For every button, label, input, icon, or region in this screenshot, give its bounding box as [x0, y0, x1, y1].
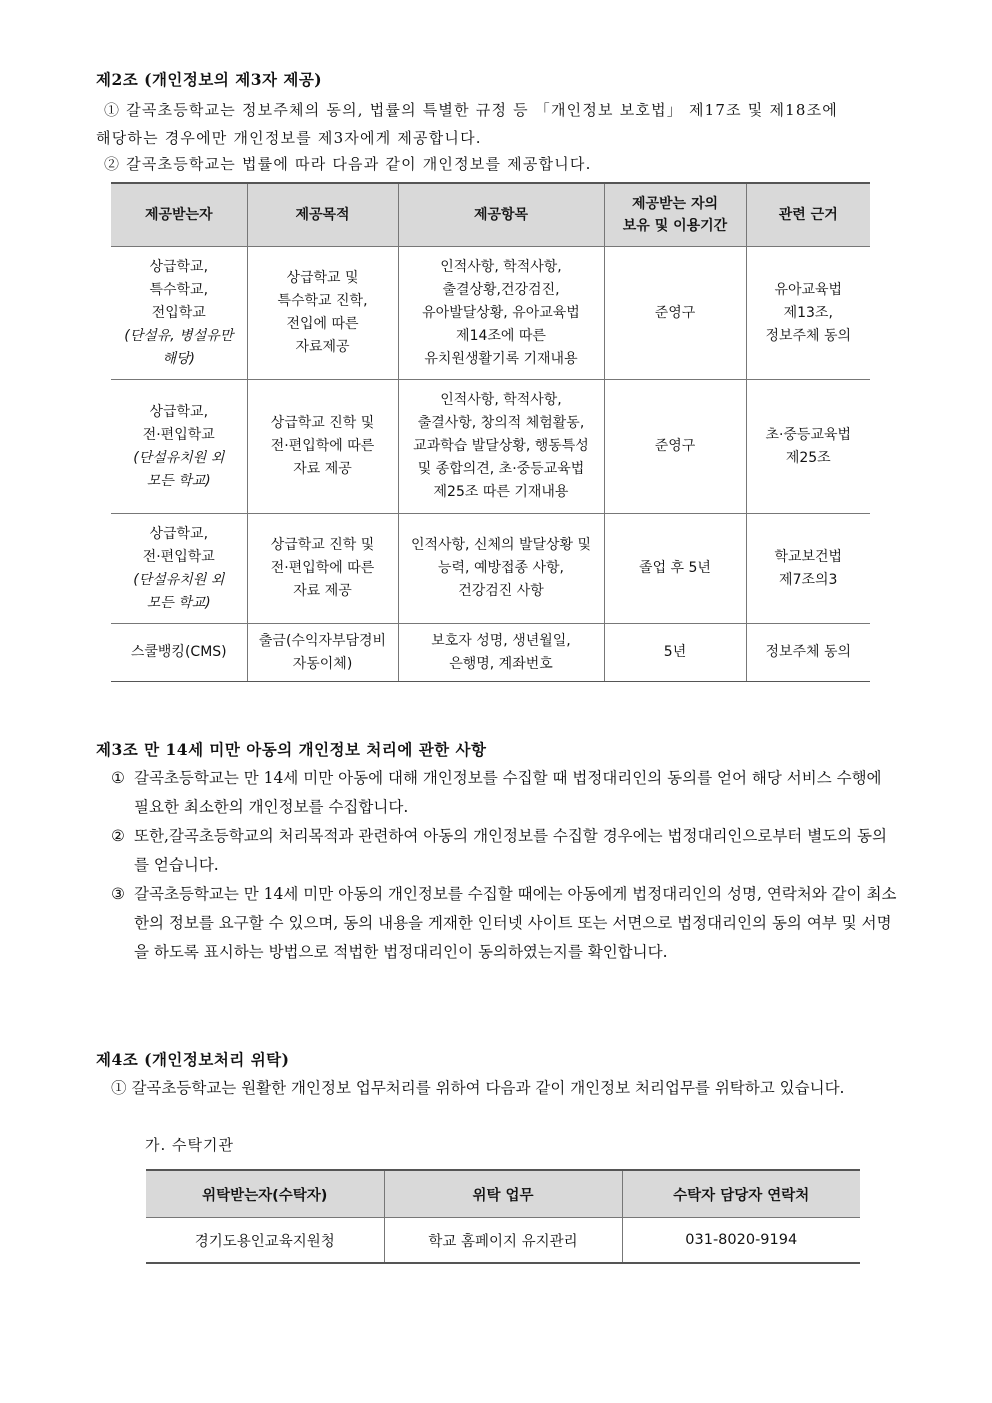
cell-items: 인적사항, 학적사항, 출결상황,건강검진, 유아발달상황, 유아교육법 제14조에 따른 유치원생활기록 기재내용	[398, 247, 604, 380]
provision-table-header	[111, 183, 870, 247]
header-task: 위탁 업무	[384, 1170, 622, 1218]
list-item	[111, 880, 901, 967]
header-trustee: 위탁받는자(수탁자)	[146, 1170, 384, 1218]
item-number: ①	[111, 1079, 127, 1097]
trustee-table-header	[146, 1170, 860, 1218]
cell-items: 인적사항, 신체의 발달상황 및 능력, 예방접종 사항, 건강검진 사항	[398, 514, 604, 624]
table-row	[111, 380, 870, 514]
cell-trustee: 경기도용인교육지원청	[146, 1218, 384, 1264]
cell-period: 졸업 후 5년	[604, 514, 746, 624]
header-items: 제공항목	[398, 183, 604, 247]
cell-contact: 031-8020-9194	[622, 1218, 860, 1264]
recipient-text: 상급학교, 전·편입학교	[142, 403, 215, 443]
cell-basis: 학교보건법 제7조의3	[746, 514, 870, 624]
article2-p1-line2: 해당하는 경우에만 개인정보를 제3자에게 제공합니다.	[96, 129, 482, 147]
article2-paragraph2: ② 갈곡초등학교는 법률에 따라 다음과 같이 개인정보를 제공합니다.	[104, 155, 592, 173]
item-number: ②	[111, 827, 125, 845]
list-item	[111, 764, 901, 822]
cell-basis: 유아교육법 제13조, 정보주체 동의	[746, 247, 870, 380]
header-contact: 수탁자 담당자 연락처	[622, 1170, 860, 1218]
cell-purpose: 상급학교 진학 및 전·편입학에 따른 자료 제공	[247, 380, 398, 514]
cell-period: 준영구	[604, 380, 746, 514]
recipient-note: (단설유치원 외 모든 학교)	[133, 449, 225, 489]
item-text: 갈곡초등학교는 만 14세 미만 아동에 대해 개인정보를 수집할 때 법정대리인의 동의를 얻어 해당 서비스 수행에 필요한 최소한의 개인정보를 수집합니다.	[134, 769, 882, 816]
cell-items: 보호자 성명, 생년월일, 은행명, 계좌번호	[398, 624, 604, 682]
item-text: 갈곡초등학교는 원활한 개인정보 업무처리를 위하여 다음과 같이 개인정보 처리업무를 위탁하고 있습니다.	[131, 1079, 845, 1097]
cell-recipient	[111, 514, 247, 624]
item-text: 또한,갈곡초등학교의 처리목적과 관련하여 아동의 개인정보를 수집할 경우에는 법정대리인으로부터 별도의 동의를 얻습니다.	[134, 827, 888, 874]
recipient-text: 상급학교, 특수학교, 전입학교	[149, 258, 209, 321]
article2-paragraph1	[96, 96, 904, 152]
article4-heading: 제4조 (개인정보처리 위탁)	[96, 1050, 290, 1069]
article2-heading: 제2조 (개인정보의 제3자 제공)	[96, 70, 323, 89]
article3-list	[111, 764, 901, 967]
item-number: ③	[111, 885, 125, 903]
cell-basis: 정보주체 동의	[746, 624, 870, 682]
cell-recipient	[111, 380, 247, 514]
cell-task: 학교 홈페이지 유지관리	[384, 1218, 622, 1264]
trustee-table	[146, 1169, 860, 1264]
provision-table	[111, 182, 870, 682]
cell-basis: 초·중등교육법 제25조	[746, 380, 870, 514]
cell-recipient	[111, 247, 247, 380]
table-row	[146, 1218, 860, 1264]
cell-period: 준영구	[604, 247, 746, 380]
header-purpose: 제공목적	[247, 183, 398, 247]
header-basis: 관련 근거	[746, 183, 870, 247]
article2-p1-line1: ① 갈곡초등학교는 정보주체의 동의, 법률의 특별한 규정 등 「개인정보 보호법」 제17조 및 제18조에	[104, 101, 839, 119]
cell-items: 인적사항, 학적사항, 출결사항, 창의적 체험활동, 교과학습 발달상황, 행동특성 및 종합의견, 초·중등교육법 제25조 따른 기재내용	[398, 380, 604, 514]
recipient-note: (단설유치원 외 모든 학교)	[133, 571, 225, 611]
recipient-text: 상급학교, 전·편입학교	[142, 525, 215, 565]
item-text: 갈곡초등학교는 만 14세 미만 아동의 개인정보를 수집할 때에는 아동에게 법정대리인의 성명, 연락처와 같이 최소한의 정보를 요구할 수 있으며, 동의 내용을 게재한 인터넷 사이트 또는 서면으로 법정대리인의 동의 여부 및 서명을 하도록 표시하는 방법으로 적법한 법정대리인이 동의하였는지를 확인합니다.	[134, 885, 897, 961]
article3-heading: 제3조 만 14세 미만 아동의 개인정보 처리에 관한 사항	[96, 740, 487, 759]
recipient-note: (단설유, 병설유만 해당)	[124, 327, 234, 367]
list-item	[111, 1074, 901, 1103]
cell-period: 5년	[604, 624, 746, 682]
cell-purpose: 상급학교 및 특수학교 진학, 전입에 따른 자료제공	[247, 247, 398, 380]
list-item	[111, 822, 901, 880]
cell-purpose: 상급학교 진학 및 전·편입학에 따른 자료 제공	[247, 514, 398, 624]
cell-recipient	[111, 624, 247, 682]
recipient-text: 스쿨뱅킹(CMS)	[130, 644, 227, 660]
trustee-subheading: 가. 수탁기관	[145, 1136, 234, 1154]
article4-list	[111, 1074, 901, 1103]
header-recipient: 제공받는자	[111, 183, 247, 247]
table-row	[111, 247, 870, 380]
item-number: ①	[111, 769, 125, 787]
cell-purpose: 출금(수익자부담경비 자동이체)	[247, 624, 398, 682]
table-row	[111, 624, 870, 682]
header-period: 제공받는 자의 보유 및 이용기간	[604, 183, 746, 247]
table-row	[111, 514, 870, 624]
